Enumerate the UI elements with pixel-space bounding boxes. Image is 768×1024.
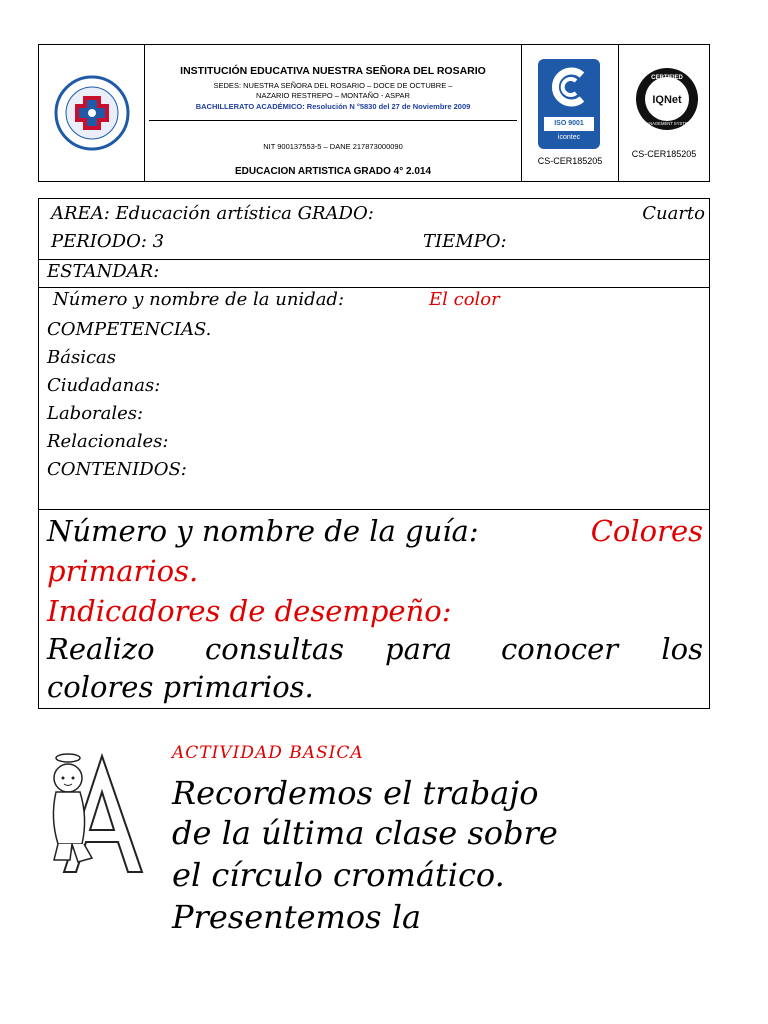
institution-info-cell — [145, 45, 522, 181]
institution-seal-icon — [53, 74, 131, 152]
bachillerato-resolution: BACHILLERATO ACADÉMICO: Resolución N °5830 del 27 de Noviembre 2009 — [195, 102, 471, 111]
area-label: AREA: Educación artística GRADO: — [51, 203, 374, 224]
indicadores-label: Indicadores de desempeño: — [47, 594, 452, 628]
header-divider — [149, 120, 517, 121]
grado-value: Cuarto — [642, 203, 705, 224]
institution-logo-cell — [39, 45, 145, 181]
guide-box — [38, 510, 710, 709]
competencias-label: COMPETENCIAS. — [47, 319, 212, 340]
indicator-line-2: colores primarios. — [47, 670, 314, 704]
activity-line-3: el círculo cromático. — [172, 856, 505, 894]
iqnet-top-text: CERTIFIED — [651, 75, 683, 81]
guide-value-part2: primarios. — [47, 554, 199, 588]
iqnet-bottom-text: MANAGEMENT SYSTEM — [642, 121, 692, 126]
periodo-label: PERIODO: 3 — [51, 231, 165, 252]
tiempo-label: TIEMPO: — [423, 231, 507, 252]
indicator-word-4: conocer — [501, 632, 619, 666]
iqnet-name-text: IQNet — [652, 94, 682, 106]
relacionales-label: Relacionales: — [47, 431, 169, 452]
guide-value-part1: Colores — [590, 514, 703, 548]
laborales-label: Laborales: — [47, 403, 144, 424]
indicator-word-3: para — [385, 632, 453, 666]
contenidos-label: CONTENIDOS: — [47, 459, 187, 480]
activity-line-2: de la última clase sobre — [172, 814, 558, 852]
sedes-line-1: SEDES: NUESTRA SEÑORA DEL ROSARIO – DOCE DE OCTUBRE – — [213, 81, 453, 90]
unidad-label: Número y nombre de la unidad: — [53, 289, 345, 310]
activity-title: ACTIVIDAD BASICA — [172, 743, 364, 763]
angel-letter-a-illustration — [42, 748, 152, 878]
basicas-label: Básicas — [47, 347, 117, 368]
iso-cell — [522, 45, 619, 181]
activity-line-1: Recordemos el trabajo — [172, 774, 539, 812]
iqnet-seal-icon — [635, 67, 699, 131]
course-title: EDUCACION ARTISTICA GRADO 4° 2.014 — [234, 166, 432, 177]
sedes-line-2: NAZARIO RESTREPO – MONTAÑO - ASPAR — [256, 91, 410, 100]
iso-9001-logo — [538, 59, 600, 149]
activity-line-4: Presentemos la — [172, 898, 422, 936]
estandar-row — [39, 259, 709, 288]
iso-cert-number: CS-CER185205 — [537, 156, 603, 166]
icontec-label: icontec — [557, 134, 581, 141]
institution-name: INSTITUCIÓN EDUCATIVA NUESTRA SEÑORA DEL ROSARIO — [180, 65, 486, 77]
ciudadanas-label: Ciudadanas: — [47, 375, 161, 396]
unidad-value: El color — [429, 289, 500, 310]
iso-label: ISO 9001 — [544, 117, 594, 131]
indicator-word-1: Realizo — [47, 632, 155, 666]
document-header — [38, 44, 710, 182]
indicator-word-5: los — [661, 632, 703, 666]
estandar-label: ESTANDAR: — [47, 261, 160, 282]
indicator-word-2: consultas — [205, 632, 345, 666]
iqnet-cell — [619, 45, 709, 181]
guide-label: Número y nombre de la guía: — [47, 514, 479, 548]
iqnet-cert-number: CS-CER185205 — [631, 149, 697, 159]
area-periodo-row — [39, 199, 709, 260]
sedes-text — [145, 81, 521, 101]
icontec-swirl-icon — [538, 59, 600, 115]
info-table — [38, 198, 710, 510]
nit-dane: NIT 900137553-5 – DANE 217873000090 — [263, 142, 403, 151]
